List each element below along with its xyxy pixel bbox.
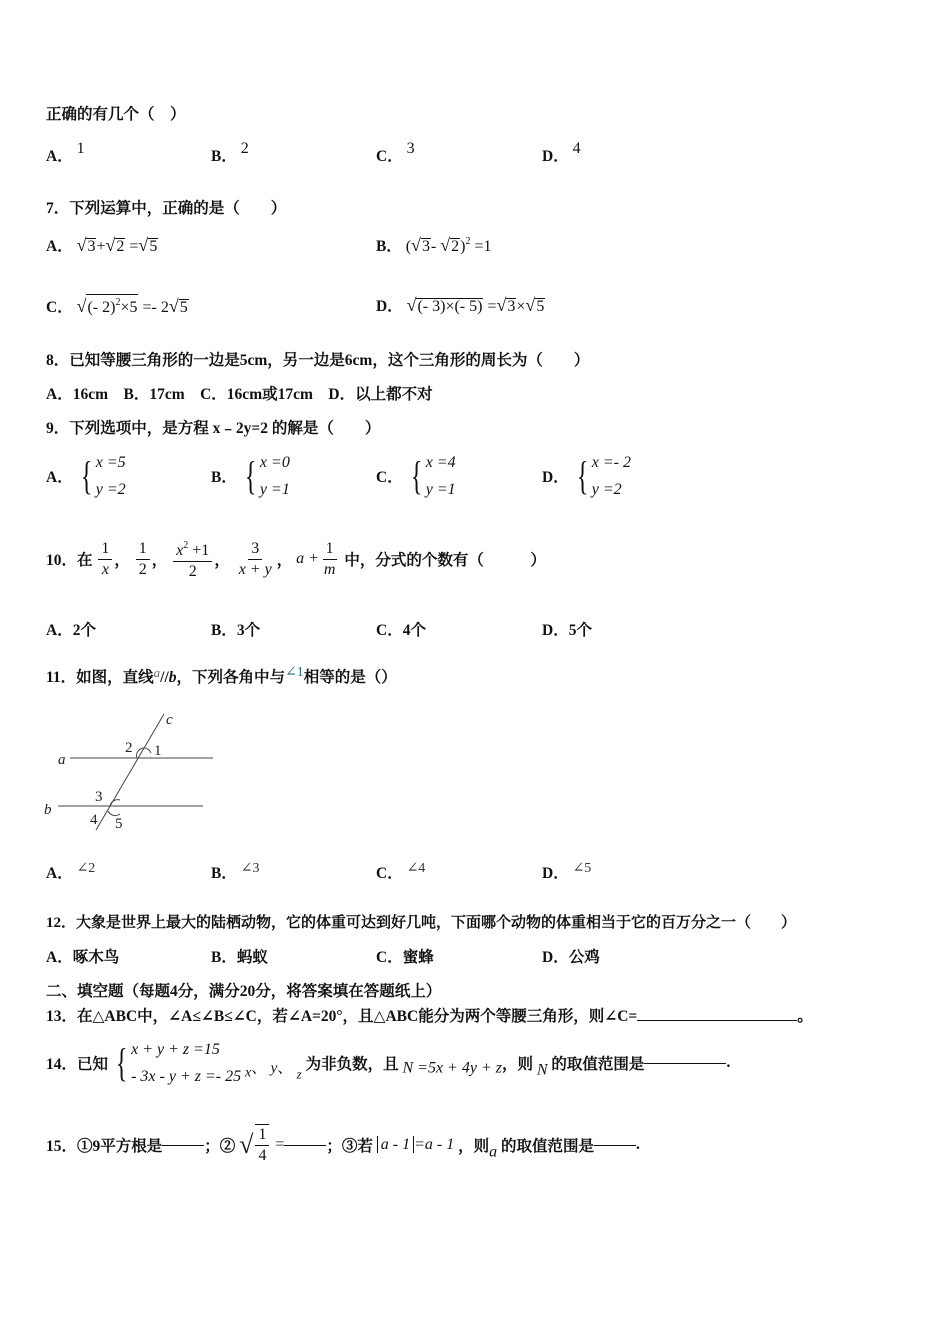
- label-b: b: [44, 802, 52, 818]
- q11-option-a[interactable]: A． ∠2: [46, 861, 96, 882]
- q9-stem: 9．下列选项中，是方程 x﹣2y=2 的解是（ ）: [46, 420, 381, 437]
- q15-blank-1[interactable]: [162, 1145, 204, 1146]
- q8-stem: 8．已知等腰三角形的一边是5cm，另一边是6cm，这个三角形的周长为（ ）: [46, 352, 590, 369]
- q10-option-c[interactable]: C．4个: [376, 622, 426, 639]
- q11-stem: 11．如图，直线$^a$//b，下列各角中与∠1相等的是（）: [46, 665, 397, 686]
- section-2-heading: 二、填空题（每题4分，满分20分，将答案填在答题纸上）: [46, 983, 442, 1000]
- q7-option-d[interactable]: D． √(- 3)×(- 5) =√3×√5: [376, 295, 545, 315]
- label-4: 4: [90, 812, 98, 828]
- q7-stem: 7．下列运算中，正确的是（ ）: [46, 200, 287, 217]
- q6-option-b[interactable]: B． 2: [211, 140, 249, 165]
- q6-option-a[interactable]: A． 1: [46, 140, 85, 165]
- q11-option-d[interactable]: D． ∠5: [542, 861, 592, 882]
- q14-answer-blank[interactable]: [644, 1063, 726, 1064]
- q12-stem: 12．大象是世界上最大的陆栖动物，它的体重可达到好几吨，下面哪个动物的体重相当于它的百万分之一（ ）: [46, 915, 797, 931]
- q9-option-c[interactable]: C． { x =4 y =1: [376, 453, 456, 498]
- q7-option-b[interactable]: B． (√3- √2)$^2$ =1: [376, 235, 492, 255]
- q12-option-c[interactable]: C．蜜蜂: [376, 949, 434, 966]
- q6-option-c[interactable]: C． 3: [376, 140, 415, 165]
- q8-options[interactable]: A．16cm B．17cm C．16cm或17cm D．以上都不对: [46, 386, 433, 403]
- q6-stem: 正确的有几个（ ）: [46, 106, 186, 123]
- label-2: 2: [125, 740, 133, 756]
- label-a: a: [58, 752, 66, 768]
- q15-blank-2[interactable]: [284, 1145, 326, 1146]
- q10-option-d[interactable]: D．5个: [542, 622, 592, 639]
- q6-option-d[interactable]: D． 4: [542, 140, 581, 165]
- q12-option-a[interactable]: A．啄木鸟: [46, 949, 120, 966]
- q9-option-d[interactable]: D． { x =- 2 y =2: [542, 453, 632, 498]
- q10-option-a[interactable]: A．2个: [46, 622, 96, 639]
- label-1: 1: [154, 743, 162, 759]
- q12-option-d[interactable]: D．公鸡: [542, 949, 600, 966]
- q13-answer-blank[interactable]: [637, 1020, 797, 1021]
- q11-option-c[interactable]: C． ∠4: [376, 861, 426, 882]
- label-c: c: [166, 712, 173, 728]
- q14-stem: 14．已知 { x + y + z =15 - 3x - y + z =- 25 x、 y、 $_z$ 为非负数，且 N =5x + 4y + z，则 N 的取值范围是 .: [46, 1040, 731, 1085]
- angle-arc-3: [110, 800, 120, 806]
- q11-option-b[interactable]: B． ∠3: [211, 861, 260, 882]
- parallel-lines-figure: [40, 708, 230, 838]
- label-3: 3: [95, 789, 103, 805]
- q9-option-b[interactable]: B． { x =0 y =1: [211, 453, 290, 498]
- q10-option-b[interactable]: B．3个: [211, 622, 261, 639]
- q15-blank-3[interactable]: [594, 1145, 636, 1146]
- angle-arc-4: [108, 811, 120, 816]
- q15-stem: 15．①9平方根是 ；② √ $\frac{1}{4}$ = ；③若 a - 1 =a - 1 ，则a 的取值范围是 .: [46, 1126, 640, 1164]
- line-c: [96, 714, 164, 830]
- label-5: 5: [115, 816, 123, 832]
- q10-stem: 10．在 $\frac{1}{x}$ ， $\frac{1}{2}$ ， $\frac{x^2 +1}{2}$ ， $\frac{3}{x + y}$ ， a + $\frac{1}{m}$ 中，分式的个数有（ ）: [46, 536, 546, 582]
- q7-option-a[interactable]: A． √3+√2 =√5: [46, 235, 158, 255]
- q13-stem: 13．在△ABC中，∠A≤∠B≤∠C，若∠A=20°，且△ABC能分为两个等腰三角形，则∠C= 。: [46, 1008, 813, 1025]
- q9-option-a[interactable]: A． { x =5 y =2: [46, 453, 126, 498]
- q7-option-c[interactable]: C． √(- 2)$^2$×5 =- 2√5: [46, 296, 188, 316]
- q12-option-b[interactable]: B．蚂蚁: [211, 949, 268, 966]
